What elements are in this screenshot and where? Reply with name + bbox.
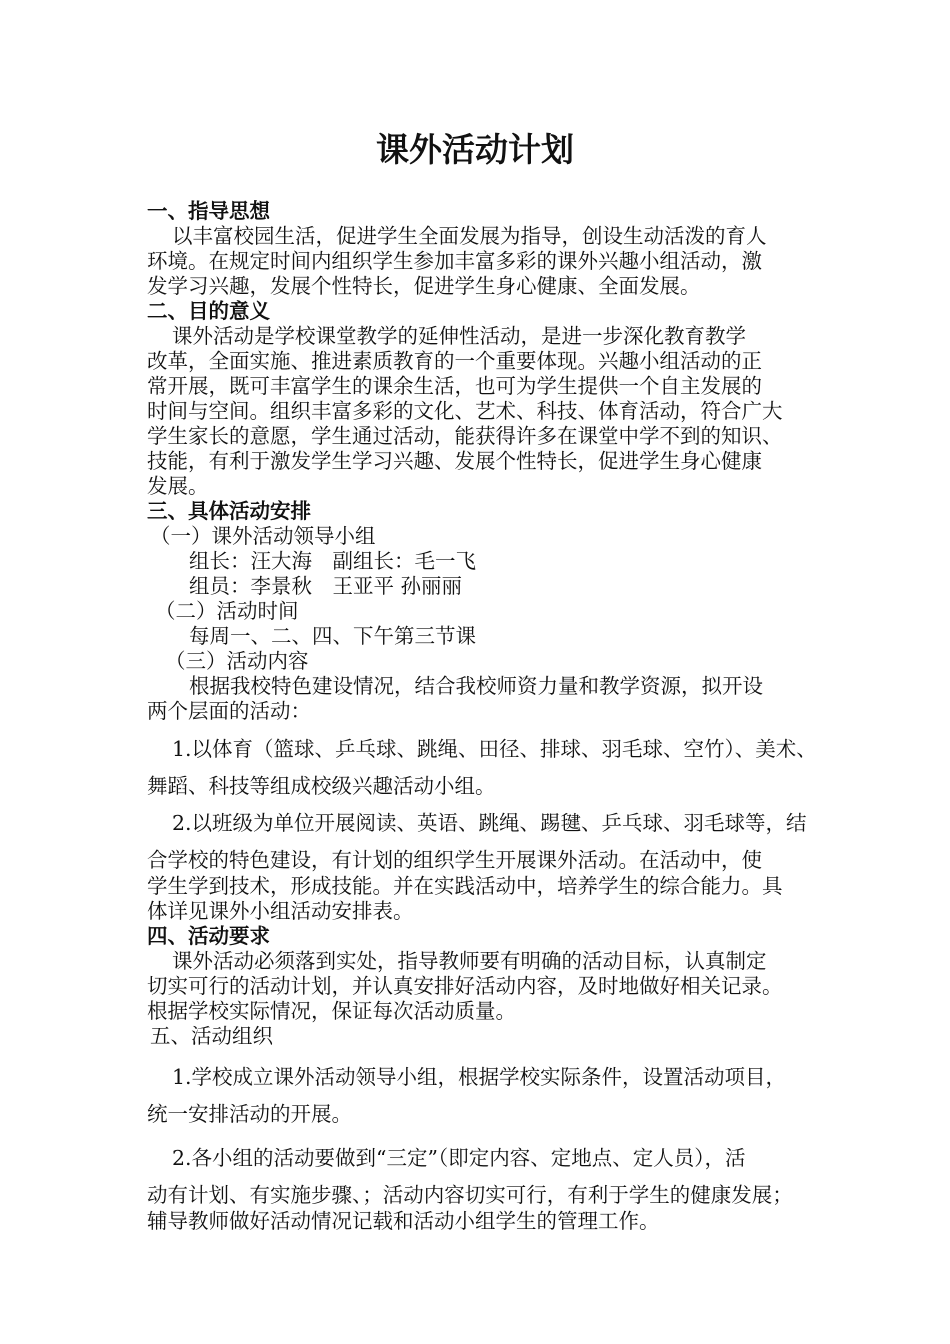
- paragraph-line: 技能，有利于激发学生学习兴趣、发展个性特长，促进学生身心健康: [147, 449, 762, 473]
- content-item-2-line: 学生学到技术，形成技能。并在实践活动中，培养学生的综合能力。具: [147, 874, 783, 898]
- paragraph-line: 发展。: [147, 474, 209, 498]
- document-title: 课外活动计划: [376, 130, 574, 169]
- subsection-heading-content: （三）活动内容: [165, 649, 309, 673]
- section-heading-guiding-thought: 一、指导思想: [147, 199, 270, 223]
- section-heading-requirements: 四、活动要求: [147, 924, 270, 948]
- paragraph-line: 两个层面的活动：: [147, 699, 311, 723]
- paragraph-line: 课外活动是学校课堂教学的延伸性活动，是进一步深化教育教学: [172, 324, 746, 348]
- paragraph-line: 时间与空间。组织丰富多彩的文化、艺术、科技、体育活动，符合广大: [147, 399, 783, 423]
- section-heading-organization: 五、活动组织: [150, 1024, 273, 1048]
- paragraph-line: 发学习兴趣，发展个性特长，促进学生身心健康、全面发展。: [147, 274, 701, 298]
- paragraph-line: 以丰富校园生活，促进学生全面发展为指导，创设生动活泼的育人: [172, 224, 767, 248]
- organization-item-2-line: 辅导教师做好活动情况记载和活动小组学生的管理工作。: [147, 1209, 660, 1233]
- paragraph-line: 环境。在规定时间内组织学生参加丰富多彩的课外兴趣小组活动，激: [147, 249, 762, 273]
- content-item-1-line: 舞蹈、科技等组成校级兴趣活动小组。: [147, 774, 496, 798]
- subsection-heading-leadership: （一）课外活动领导小组: [150, 524, 376, 548]
- content-item-2-line: 合学校的特色建设，有计划的组织学生开展课外活动。在活动中，使: [147, 848, 762, 872]
- paragraph-line: 改革，全面实施、推进素质教育的一个重要体现。兴趣小组活动的正: [147, 349, 762, 373]
- paragraph-line: 常开展，既可丰富学生的课余生活，也可为学生提供一个自主发展的: [147, 374, 762, 398]
- paragraph-line: 根据我校特色建设情况，结合我校师资力量和教学资源，拟开设: [189, 674, 763, 698]
- section-heading-arrangement: 三、具体活动安排: [147, 499, 311, 523]
- organization-item-2-line: 动有计划、有实施步骤、；活动内容切实可行，有利于学生的健康发展；: [147, 1183, 793, 1207]
- leaders-line: 组长：汪大海 副组长：毛一飞: [189, 549, 476, 573]
- document-body: [147, 199, 837, 1234]
- section-heading-purpose: 二、目的意义: [147, 299, 270, 323]
- content-item-2-line: 2.以班级为单位开展阅读、英语、跳绳、踢毽、乒乓球、羽毛球等，结: [172, 811, 807, 835]
- organization-item-1-line: 1.学校成立课外活动领导小组，根据学校实际条件，设置活动项目，: [172, 1065, 787, 1089]
- paragraph-line: 学生家长的意愿，学生通过活动，能获得许多在课堂中学不到的知识、: [147, 424, 783, 448]
- paragraph-line: 课外活动必须落到实处，指导教师要有明确的活动目标，认真制定: [172, 949, 767, 973]
- content-item-2-line: 体详见课外小组活动安排表。: [147, 899, 414, 923]
- members-line: 组员：李景秋 王亚平 孙丽丽: [189, 574, 463, 598]
- content-item-1-line: 1.以体育（篮球、乒乓球、跳绳、田径、排球、羽毛球、空竹）、美术、: [172, 737, 817, 761]
- schedule-line: 每周一、二、四、下午第三节课: [189, 624, 476, 648]
- paragraph-line: 切实可行的活动计划，并认真安排好活动内容，及时地做好相关记录。: [147, 974, 783, 998]
- subsection-heading-time: （二）活动时间: [155, 599, 299, 623]
- organization-item-2-line: 2.各小组的活动要做到“三定”（即定内容、定地点、定人员），活: [172, 1146, 746, 1170]
- paragraph-line: 根据学校实际情况，保证每次活动质量。: [147, 999, 516, 1023]
- organization-item-1-line: 统一安排活动的开展。: [147, 1102, 352, 1126]
